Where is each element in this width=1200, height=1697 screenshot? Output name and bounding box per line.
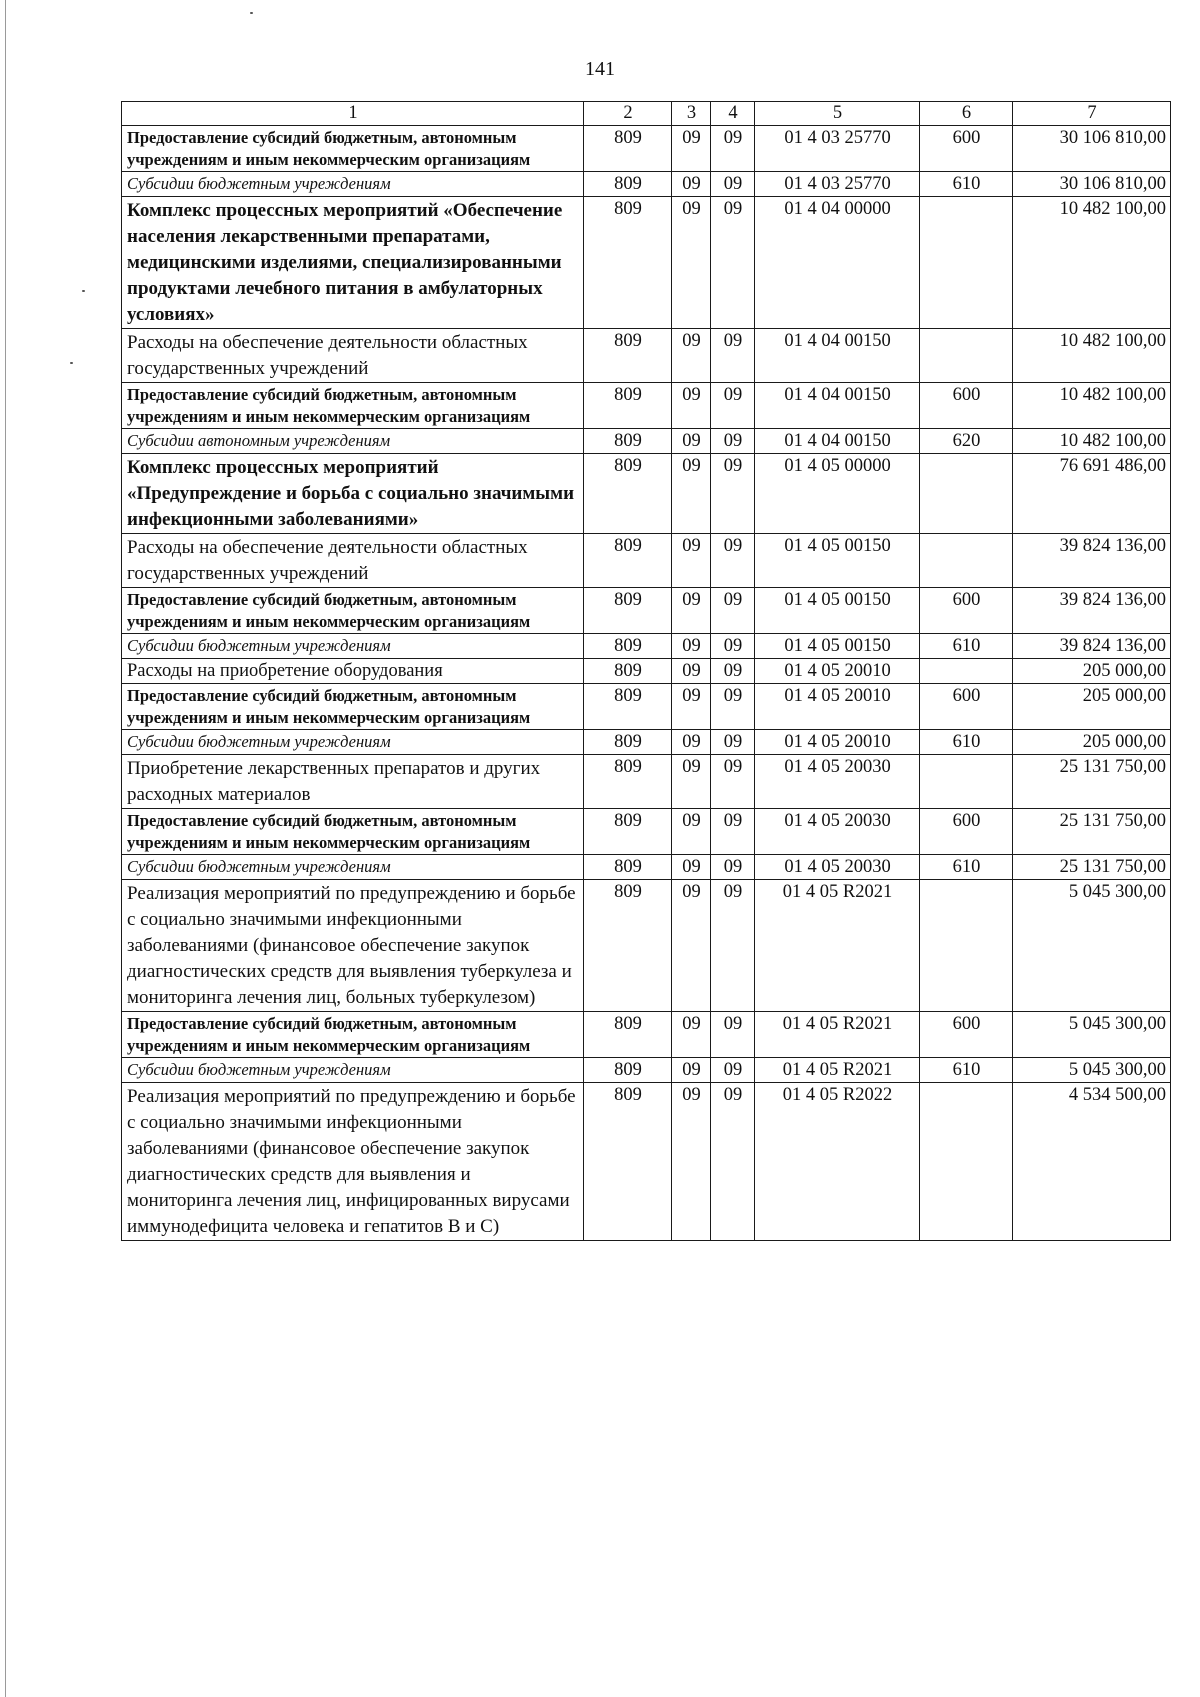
ved-code-cell: 809: [584, 172, 672, 197]
ved-code-cell: 809: [584, 126, 672, 172]
subsection-code-cell: 09: [711, 126, 755, 172]
subsection-code-cell: 09: [711, 755, 755, 809]
amount-cell: 205 000,00: [1013, 659, 1171, 684]
row-name-cell: Предоставление субсидий бюджетным, автономным учреждениям и иным некоммерческим организациям: [122, 809, 584, 855]
target-article-cell: 01 4 05 00150: [755, 534, 920, 588]
subsection-code-cell: 09: [711, 197, 755, 329]
row-name-cell: Расходы на приобретение оборудования: [122, 659, 584, 684]
column-header: 6: [920, 102, 1013, 126]
section-code-cell: 09: [672, 730, 711, 755]
target-article-cell: 01 4 05 00150: [755, 588, 920, 634]
row-name-cell: Предоставление субсидий бюджетным, автономным учреждениям и иным некоммерческим организациям: [122, 383, 584, 429]
section-code-cell: 09: [672, 880, 711, 1012]
row-name-cell: Субсидии бюджетным учреждениям: [122, 1058, 584, 1083]
expense-type-cell: [920, 880, 1013, 1012]
table-row: [122, 588, 1171, 634]
section-code-cell: 09: [672, 329, 711, 383]
target-article-cell: 01 4 03 25770: [755, 126, 920, 172]
expense-type-cell: 600: [920, 126, 1013, 172]
subsection-code-cell: 09: [711, 588, 755, 634]
subsection-code-cell: 09: [711, 1012, 755, 1058]
amount-cell: 39 824 136,00: [1013, 588, 1171, 634]
subsection-code-cell: 09: [711, 534, 755, 588]
expense-type-cell: [920, 659, 1013, 684]
ved-code-cell: 809: [584, 880, 672, 1012]
ved-code-cell: 809: [584, 454, 672, 534]
table-row: [122, 172, 1171, 197]
row-name-cell: Реализация мероприятий по предупреждению и борьбе с социально значимыми инфекционными заболеваниями (финансовое обеспечение закупок диагностических средств для выявления туберкулеза и мониторинга лечения лиц, больных туберкулезом): [122, 880, 584, 1012]
expense-type-cell: 620: [920, 429, 1013, 454]
table-row: [122, 383, 1171, 429]
section-code-cell: 09: [672, 1012, 711, 1058]
ved-code-cell: 809: [584, 1058, 672, 1083]
amount-cell: 10 482 100,00: [1013, 329, 1171, 383]
ved-code-cell: 809: [584, 1083, 672, 1241]
row-name-cell: Комплекс процессных мероприятий «Предупреждение и борьба с социально значимыми инфекционными заболеваниями»: [122, 454, 584, 534]
subsection-code-cell: 09: [711, 383, 755, 429]
ved-code-cell: 809: [584, 634, 672, 659]
expense-type-cell: 600: [920, 1012, 1013, 1058]
expense-type-cell: 610: [920, 172, 1013, 197]
row-name-cell: Субсидии бюджетным учреждениям: [122, 855, 584, 880]
table-row: [122, 534, 1171, 588]
ved-code-cell: 809: [584, 429, 672, 454]
amount-cell: 4 534 500,00: [1013, 1083, 1171, 1241]
row-name-cell: Приобретение лекарственных препаратов и других расходных материалов: [122, 755, 584, 809]
target-article-cell: 01 4 05 R2021: [755, 1012, 920, 1058]
scan-speck: [250, 12, 253, 14]
expense-type-cell: [920, 329, 1013, 383]
section-code-cell: 09: [672, 126, 711, 172]
row-name-cell: Расходы на обеспечение деятельности областных государственных учреждений: [122, 534, 584, 588]
expense-type-cell: 610: [920, 730, 1013, 755]
amount-cell: 30 106 810,00: [1013, 172, 1171, 197]
table-row: [122, 429, 1171, 454]
amount-cell: 30 106 810,00: [1013, 126, 1171, 172]
scan-speck: [70, 362, 73, 364]
ved-code-cell: 809: [584, 383, 672, 429]
column-header: 4: [711, 102, 755, 126]
table-row: [122, 755, 1171, 809]
expense-type-cell: 600: [920, 684, 1013, 730]
expense-type-cell: [920, 534, 1013, 588]
section-code-cell: 09: [672, 1058, 711, 1083]
target-article-cell: 01 4 05 20010: [755, 659, 920, 684]
amount-cell: 5 045 300,00: [1013, 880, 1171, 1012]
ved-code-cell: 809: [584, 684, 672, 730]
section-code-cell: 09: [672, 809, 711, 855]
amount-cell: 205 000,00: [1013, 684, 1171, 730]
page-number: 141: [585, 58, 615, 80]
section-code-cell: 09: [672, 855, 711, 880]
target-article-cell: 01 4 05 20010: [755, 730, 920, 755]
table-row: [122, 634, 1171, 659]
expense-type-cell: [920, 755, 1013, 809]
subsection-code-cell: 09: [711, 1058, 755, 1083]
section-code-cell: 09: [672, 755, 711, 809]
table-row: [122, 126, 1171, 172]
subsection-code-cell: 09: [711, 329, 755, 383]
section-code-cell: 09: [672, 429, 711, 454]
section-code-cell: 09: [672, 197, 711, 329]
ved-code-cell: 809: [584, 534, 672, 588]
subsection-code-cell: 09: [711, 684, 755, 730]
row-name-cell: Субсидии бюджетным учреждениям: [122, 634, 584, 659]
ved-code-cell: 809: [584, 588, 672, 634]
expense-type-cell: [920, 197, 1013, 329]
row-name-cell: Субсидии автономным учреждениям: [122, 429, 584, 454]
target-article-cell: 01 4 05 20030: [755, 755, 920, 809]
subsection-code-cell: 09: [711, 634, 755, 659]
amount-cell: 25 131 750,00: [1013, 755, 1171, 809]
column-header: 5: [755, 102, 920, 126]
row-name-cell: Расходы на обеспечение деятельности областных государственных учреждений: [122, 329, 584, 383]
section-code-cell: 09: [672, 1083, 711, 1241]
expense-type-cell: 610: [920, 634, 1013, 659]
row-name-cell: Субсидии бюджетным учреждениям: [122, 730, 584, 755]
row-name-cell: Комплекс процессных мероприятий «Обеспечение населения лекарственными препаратами, медицинскими изделиями, специализированными продуктами лечебного питания в амбулаторных условиях»: [122, 197, 584, 329]
ved-code-cell: 809: [584, 1012, 672, 1058]
table-row: [122, 659, 1171, 684]
subsection-code-cell: 09: [711, 880, 755, 1012]
target-article-cell: 01 4 05 20030: [755, 855, 920, 880]
ved-code-cell: 809: [584, 659, 672, 684]
expense-type-cell: [920, 454, 1013, 534]
amount-cell: 10 482 100,00: [1013, 429, 1171, 454]
amount-cell: 5 045 300,00: [1013, 1058, 1171, 1083]
row-name-cell: Предоставление субсидий бюджетным, автономным учреждениям и иным некоммерческим организациям: [122, 684, 584, 730]
table-row: [122, 730, 1171, 755]
table-row: [122, 684, 1171, 730]
table-row: [122, 1058, 1171, 1083]
subsection-code-cell: 09: [711, 855, 755, 880]
table-row: [122, 855, 1171, 880]
amount-cell: 10 482 100,00: [1013, 197, 1171, 329]
amount-cell: 39 824 136,00: [1013, 534, 1171, 588]
target-article-cell: 01 4 05 R2022: [755, 1083, 920, 1241]
target-article-cell: 01 4 05 00000: [755, 454, 920, 534]
target-article-cell: 01 4 04 00150: [755, 383, 920, 429]
row-name-cell: Субсидии бюджетным учреждениям: [122, 172, 584, 197]
ved-code-cell: 809: [584, 197, 672, 329]
scan-speck: [82, 290, 85, 292]
target-article-cell: 01 4 05 00150: [755, 634, 920, 659]
subsection-code-cell: 09: [711, 172, 755, 197]
ved-code-cell: 809: [584, 730, 672, 755]
amount-cell: 25 131 750,00: [1013, 809, 1171, 855]
subsection-code-cell: 09: [711, 809, 755, 855]
row-name-cell: Предоставление субсидий бюджетным, автономным учреждениям и иным некоммерческим организациям: [122, 588, 584, 634]
expense-type-cell: [920, 1083, 1013, 1241]
scan-edge-line: [5, 0, 6, 1697]
table-row: [122, 329, 1171, 383]
target-article-cell: 01 4 05 R2021: [755, 1058, 920, 1083]
ved-code-cell: 809: [584, 755, 672, 809]
table-body: [122, 102, 1171, 1241]
target-article-cell: 01 4 05 20010: [755, 684, 920, 730]
budget-table: [121, 101, 1171, 1241]
expense-type-cell: 600: [920, 383, 1013, 429]
table-row: [122, 1012, 1171, 1058]
amount-cell: 39 824 136,00: [1013, 634, 1171, 659]
row-name-cell: Предоставление субсидий бюджетным, автономным учреждениям и иным некоммерческим организациям: [122, 1012, 584, 1058]
table-row: [122, 809, 1171, 855]
section-code-cell: 09: [672, 684, 711, 730]
subsection-code-cell: 09: [711, 659, 755, 684]
amount-cell: 205 000,00: [1013, 730, 1171, 755]
section-code-cell: 09: [672, 454, 711, 534]
section-code-cell: 09: [672, 172, 711, 197]
table-header-row: [122, 102, 1171, 126]
amount-cell: 5 045 300,00: [1013, 1012, 1171, 1058]
target-article-cell: 01 4 05 R2021: [755, 880, 920, 1012]
subsection-code-cell: 09: [711, 730, 755, 755]
table-row: [122, 880, 1171, 1012]
target-article-cell: 01 4 04 00150: [755, 329, 920, 383]
target-article-cell: 01 4 05 20030: [755, 809, 920, 855]
subsection-code-cell: 09: [711, 1083, 755, 1241]
expense-type-cell: 610: [920, 855, 1013, 880]
column-header: 1: [122, 102, 584, 126]
amount-cell: 76 691 486,00: [1013, 454, 1171, 534]
amount-cell: 10 482 100,00: [1013, 383, 1171, 429]
row-name-cell: Предоставление субсидий бюджетным, автономным учреждениям и иным некоммерческим организациям: [122, 126, 584, 172]
section-code-cell: 09: [672, 634, 711, 659]
row-name-cell: Реализация мероприятий по предупреждению и борьбе с социально значимыми инфекционными заболеваниями (финансовое обеспечение закупок диагностических средств для выявления и мониторинга лечения лиц, инфицированных вирусами иммунодефицита человека и гепатитов B и C): [122, 1083, 584, 1241]
section-code-cell: 09: [672, 659, 711, 684]
section-code-cell: 09: [672, 534, 711, 588]
table-row: [122, 454, 1171, 534]
subsection-code-cell: 09: [711, 429, 755, 454]
column-header: 3: [672, 102, 711, 126]
ved-code-cell: 809: [584, 855, 672, 880]
target-article-cell: 01 4 03 25770: [755, 172, 920, 197]
target-article-cell: 01 4 04 00150: [755, 429, 920, 454]
table-row: [122, 1083, 1171, 1241]
expense-type-cell: 600: [920, 809, 1013, 855]
section-code-cell: 09: [672, 383, 711, 429]
expense-type-cell: 600: [920, 588, 1013, 634]
ved-code-cell: 809: [584, 329, 672, 383]
table-row: [122, 197, 1171, 329]
section-code-cell: 09: [672, 588, 711, 634]
ved-code-cell: 809: [584, 809, 672, 855]
expense-type-cell: 610: [920, 1058, 1013, 1083]
target-article-cell: 01 4 04 00000: [755, 197, 920, 329]
amount-cell: 25 131 750,00: [1013, 855, 1171, 880]
subsection-code-cell: 09: [711, 454, 755, 534]
column-header: 7: [1013, 102, 1171, 126]
column-header: 2: [584, 102, 672, 126]
